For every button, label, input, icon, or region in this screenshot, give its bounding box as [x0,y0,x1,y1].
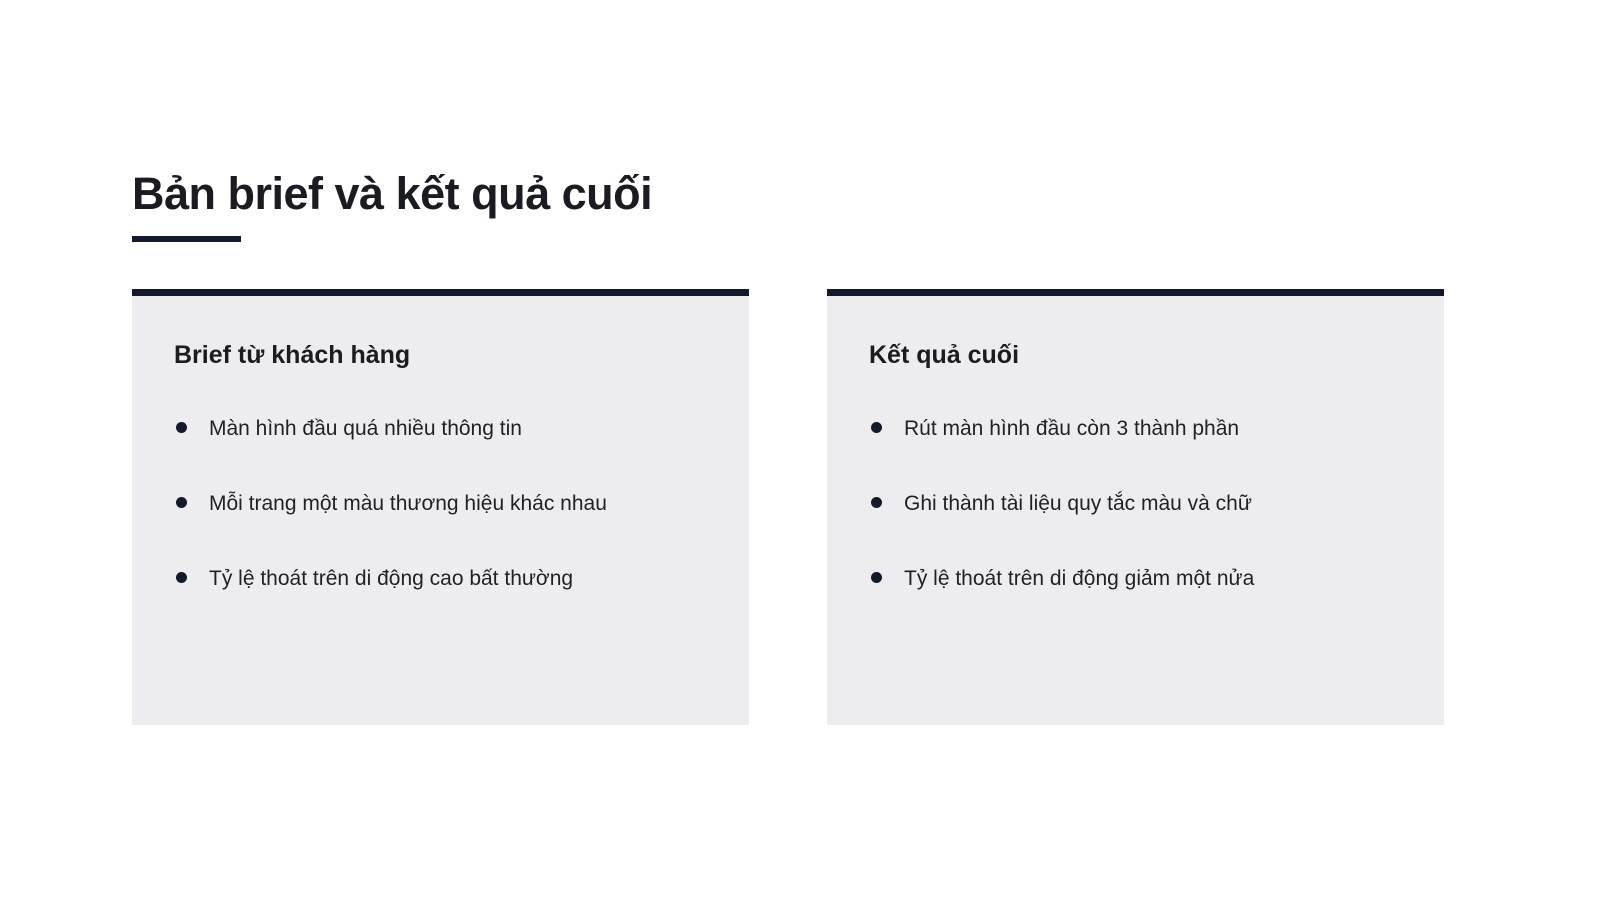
bullet-icon [871,497,882,508]
list-item [869,564,1254,639]
list-item-text: Rút màn hình đầu còn 3 thành phần [904,417,1240,440]
bullet-icon [871,422,882,433]
title-underline [132,236,241,242]
list-item [174,489,607,564]
bullet-icon [176,497,187,508]
bullet-list [174,414,607,639]
list-item-text: Màn hình đầu quá nhiều thông tin [209,417,522,440]
client-brief-card [132,289,749,725]
bullet-icon [176,422,187,433]
card-heading: Brief từ khách hàng [174,341,411,369]
bullet-list [869,414,1254,639]
list-item-text: Tỷ lệ thoát trên di động giảm một nửa [904,567,1255,590]
list-item [174,564,607,639]
card-heading: Kết quả cuối [869,341,1020,369]
bullet-icon [871,572,882,583]
list-item-text: Ghi thành tài liệu quy tắc màu và chữ [904,492,1252,515]
list-item [174,414,607,489]
list-item [869,489,1254,564]
list-item [869,414,1254,489]
bullet-icon [176,572,187,583]
slide-title: Bản brief và kết quả cuối [132,168,653,219]
final-result-card [827,289,1444,725]
list-item-text: Mỗi trang một màu thương hiệu khác nhau [209,492,607,515]
list-item-text: Tỷ lệ thoát trên di động cao bất thường [209,567,574,590]
